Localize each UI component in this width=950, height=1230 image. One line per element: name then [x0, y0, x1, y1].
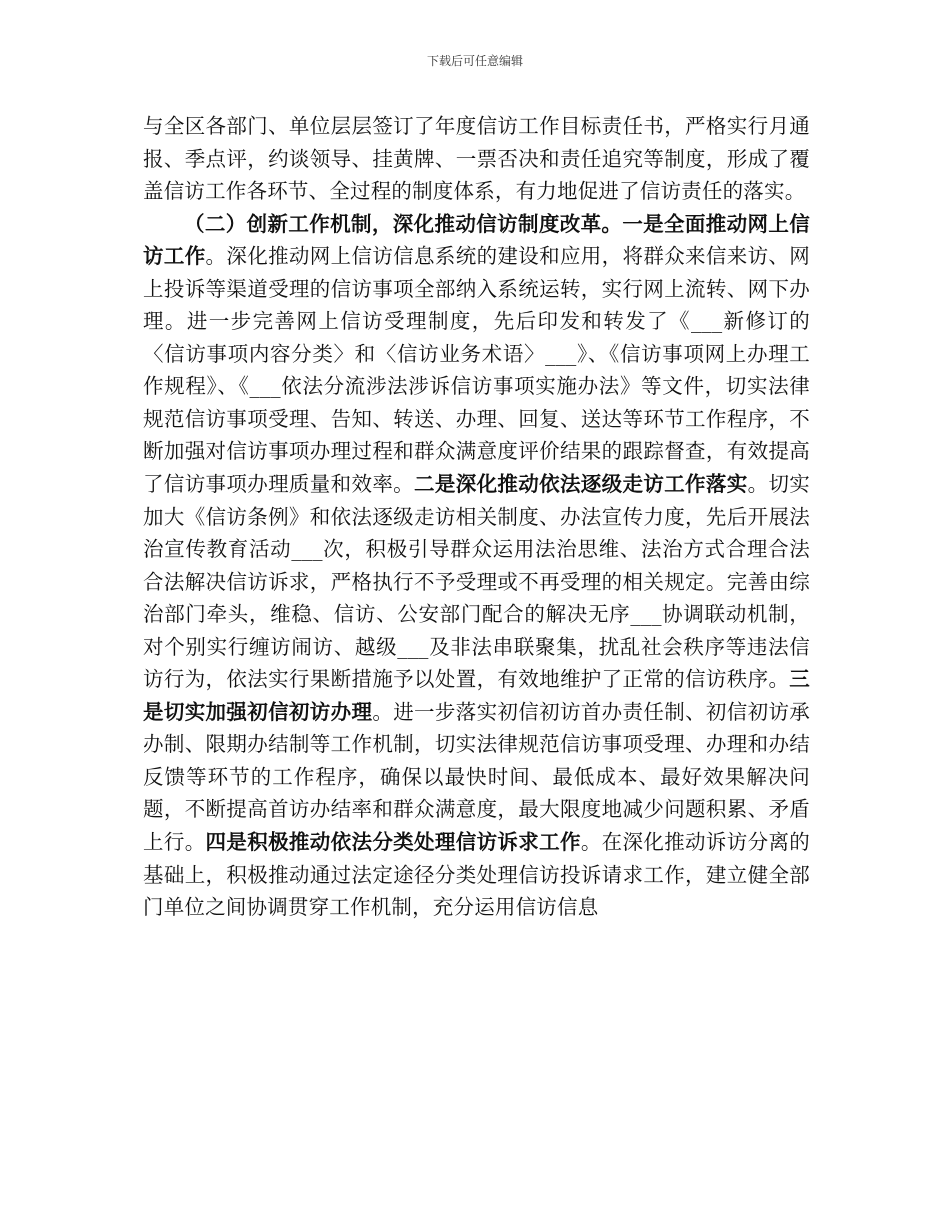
point-three-heading: 三是切实加强初信初访办理 [143, 667, 810, 724]
paragraph-1-text: 与全区各部门、单位层层签订了年度信访工作目标责任书，严格实行月通报、季点评，约谈领导、挂黄牌、一票否决和责任追究等制度，形成了覆盖信访工作各环节、全过程的制度体系，有力地促进了信访责任的落实。 [143, 114, 810, 204]
point-four-heading: 四是积极推动依法分类处理信访诉求工作 [205, 830, 581, 855]
point-four-body: 。在深化推动诉访分离的基础上，积极推动通过法定途径分类处理信访投诉请求工作，建立健全部门单位之间协调贯穿工作机制，充分运用信访信息 [143, 830, 810, 920]
section-heading: （二）创新工作机制，深化推动信访制度改革。 [184, 211, 623, 236]
point-one-body: 。深化推动网上信访信息系统的建设和应用，将群众来信来访、网上投诉等渠道受理的信访事项全部纳入系统运转，实行网上流转、网下办理。进一步完善网上信访受理制度，先后印发和转发了《___新修订的〈信访事项内容分类〉和〈信访业务术语〉___》、《信访事项网上办理工作规程》、《___依法分流涉法涉诉信访事项实施办法》等文件，切实法律规范信访事项受理、告知、转送、办理、回复、送达等环节工作程序，不断加强对信访事项办理过程和群众满意度评价结果的跟踪督查，有效提高了信访事项办理质量和效率。 [143, 244, 810, 497]
point-two-body: 。切实加大《信访条例》和依法逐级走访相关制度、办法宣传力度，先后开展法治宣传教育活动___次，积极引导群众运用法治思维、法治方式合理合法合法解决信访诉求，严格执行不予受理或不再受理的相关规定。完善由综治部门牵头，维稳、信访、公安部门配合的解决无序___协调联动机制，对个别实行缠访闹访、越级___及非法串联聚集，扰乱社会秩序等违法信访行为，依法实行果断措施予以处置，有效地维护了正常的信访秩序。 [143, 472, 810, 692]
document-body [143, 110, 810, 924]
point-one-heading: 一是全面推动网上信访工作 [143, 211, 810, 269]
page-header: 下载后可任意编辑 [426, 54, 523, 68]
paragraph-1 [143, 110, 810, 208]
paragraph-2 [143, 208, 810, 924]
point-three-body: 。进一步落实初信初访首办责任制、初信初访承办制、限期办结制等工作机制，切实法律规范信访事项受理、办理和办结反馈等环节的工作程序，确保以最快时间、最低成本、最好效果解决问题，不断提高首访办结率和群众满意度，最大限度地减少问题积累、矛盾上行。 [143, 699, 811, 855]
point-two-heading: 二是深化推动依法逐级走访工作落实 [414, 472, 748, 497]
